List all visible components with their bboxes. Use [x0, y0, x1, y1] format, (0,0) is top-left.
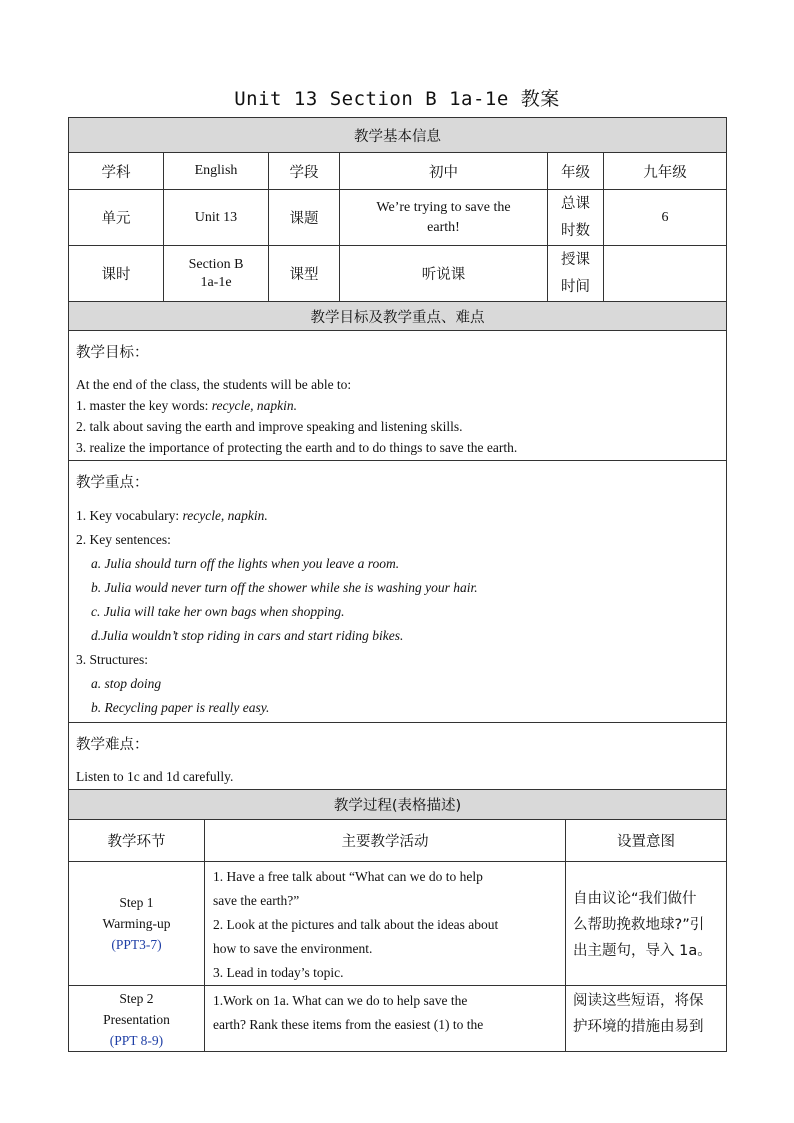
cell-stage: 初中	[340, 153, 548, 190]
difficulty-title: 教学难点：	[76, 737, 149, 753]
key-sentence: a. Julia should turn off the lights when you leave a room.	[91, 556, 400, 571]
cell-label-total-lessons: 总课时数	[548, 190, 604, 246]
teaching-goals-block	[69, 331, 727, 461]
cell-period: Section B 1a-1e	[164, 246, 269, 302]
process-header: 教学过程(表格描述)	[69, 790, 727, 820]
key-sentences-label: 2. Key sentences:	[76, 532, 171, 547]
cell-label-subject: 学科	[69, 153, 164, 190]
document-title: Unit 13 Section B 1a-1e 教案	[234, 88, 560, 110]
basic-info-table	[68, 117, 727, 790]
key-sentence: d.Julia wouldn’t stop riding in cars and start riding bikes.	[91, 628, 404, 643]
activity-line: how to save the environment.	[213, 941, 373, 956]
cell-label-topic: 课题	[269, 190, 340, 246]
lesson-plan-table	[68, 117, 726, 1052]
difficulty-text: Listen to 1c and 1d carefully.	[76, 769, 234, 784]
structures-label: 3. Structures:	[76, 652, 148, 667]
step-1-stage: Warming-up	[102, 916, 171, 931]
step-1-intent	[566, 862, 727, 986]
cell-total-lessons: 6	[604, 190, 727, 246]
cell-topic: We’re trying to save the earth!	[340, 190, 548, 246]
step-2-stage: Presentation	[103, 1012, 170, 1027]
cell-teaching-time	[604, 246, 727, 302]
teaching-goals-title: 教学目标：	[76, 345, 149, 361]
goal-1-words: recycle, napkin.	[211, 398, 298, 413]
activity-line: earth? Rank these items from the easiest (1) to the	[213, 1017, 484, 1032]
cell-lesson-type: 听说课	[340, 246, 548, 302]
step-1-ppt: (PPT3-7)	[111, 937, 162, 952]
process-table	[68, 789, 727, 1052]
key-1-words: recycle, napkin.	[182, 508, 268, 523]
col-header-activity: 主要教学活动	[205, 820, 566, 862]
intent-line: 么帮助挽救地球?”引	[573, 916, 705, 933]
cell-label-unit: 单元	[69, 190, 164, 246]
key-sentence: c. Julia will take her own bags when shopping.	[91, 604, 345, 619]
objectives-header: 教学目标及教学重点、难点	[69, 302, 727, 331]
step-2-activities	[205, 986, 566, 1052]
step-2-intent	[566, 986, 727, 1052]
step-1-cell	[69, 862, 205, 986]
step-2-ppt: (PPT 8-9)	[109, 1033, 164, 1048]
intent-line: 自由议论“我们做什	[573, 890, 697, 907]
cell-unit: Unit 13	[164, 190, 269, 246]
goals-intro: At the end of the class, the students will be able to:	[76, 377, 352, 392]
cell-grade: 九年级	[604, 153, 727, 190]
difficulty-block	[69, 723, 727, 790]
activity-line: save the earth?”	[213, 893, 300, 908]
cell-label-grade: 年级	[548, 153, 604, 190]
intent-line: 阅读这些短语，将保	[573, 993, 704, 1009]
key-sentence: b. Julia would never turn off the shower while she is washing your hair.	[91, 580, 478, 595]
cell-label-lesson-type: 课型	[269, 246, 340, 302]
activity-line: 1. Have a free talk about “What can we do to help	[213, 869, 483, 884]
step-1-name: Step 1	[119, 895, 154, 910]
step-1-activities	[205, 862, 566, 986]
intent-line: 出主题句，导入 1a。	[573, 942, 712, 959]
cell-subject: English	[164, 153, 269, 190]
key-vocabulary	[76, 504, 719, 528]
step-2-cell	[69, 986, 205, 1052]
col-header-intent: 设置意图	[566, 820, 727, 862]
key-1-prefix: 1. Key vocabulary:	[76, 508, 183, 523]
cell-label-period: 课时	[69, 246, 164, 302]
key-points-block	[69, 461, 727, 723]
basic-info-header: 教学基本信息	[69, 118, 727, 153]
intent-line: 护环境的措施由易到	[573, 1019, 704, 1035]
goal-1-prefix: 1. master the key words:	[76, 398, 212, 413]
goal-item-2: 2. talk about saving the earth and improve speaking and listening skills.	[76, 419, 463, 434]
activity-line: 1.Work on 1a. What can we do to help save the	[213, 993, 468, 1008]
goal-item-1	[76, 395, 719, 416]
col-header-step: 教学环节	[69, 820, 205, 862]
structure-item: a. stop doing	[91, 676, 162, 691]
cell-label-teaching-time: 授课时间	[548, 246, 604, 302]
activity-line: 2. Look at the pictures and talk about the ideas about	[213, 917, 499, 932]
goal-item-3: 3. realize the importance of protecting the earth and to do things to save the earth.	[76, 440, 518, 455]
activity-line: 3. Lead in today’s topic.	[213, 965, 344, 980]
structure-item: b. Recycling paper is really easy.	[91, 700, 270, 715]
step-2-name: Step 2	[119, 991, 154, 1006]
key-points-title: 教学重点：	[76, 475, 149, 491]
cell-label-stage: 学段	[269, 153, 340, 190]
